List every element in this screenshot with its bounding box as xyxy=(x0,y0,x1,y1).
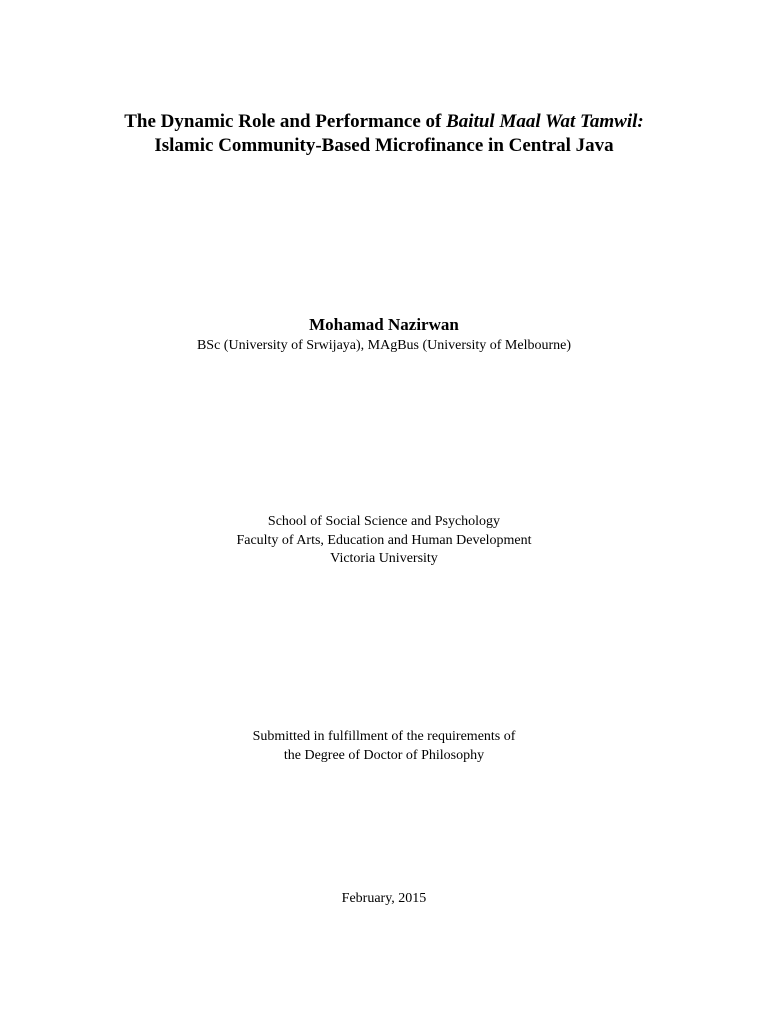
author-degrees: BSc (University of Srwijaya), MAgBus (University of Melbourne) xyxy=(196,338,572,353)
submission-statement xyxy=(0,727,768,765)
thesis-title-italic: Baitul Maal Wat Tamwil: xyxy=(446,111,644,132)
thesis-title-line-1 xyxy=(0,110,768,134)
author-block xyxy=(0,314,768,356)
submission-line-2: the Degree of Doctor of Philosophy xyxy=(283,748,485,763)
school-name: School of Social Science and Psychology xyxy=(267,514,501,529)
submission-date: February, 2015 xyxy=(341,891,427,906)
university-name: Victoria University xyxy=(330,551,438,566)
author-name: Mohamad Nazirwan xyxy=(309,315,459,334)
thesis-title-prefix: The Dynamic Role and Performance of xyxy=(124,111,447,132)
thesis-title-line-2: Islamic Community-Based Microfinance in Central Java xyxy=(154,135,614,156)
thesis-title xyxy=(0,110,768,158)
institution-block xyxy=(0,513,768,569)
faculty-name: Faculty of Arts, Education and Human Development xyxy=(236,532,532,548)
submission-line-1: Submitted in fulfillment of the requirements of xyxy=(252,729,516,744)
